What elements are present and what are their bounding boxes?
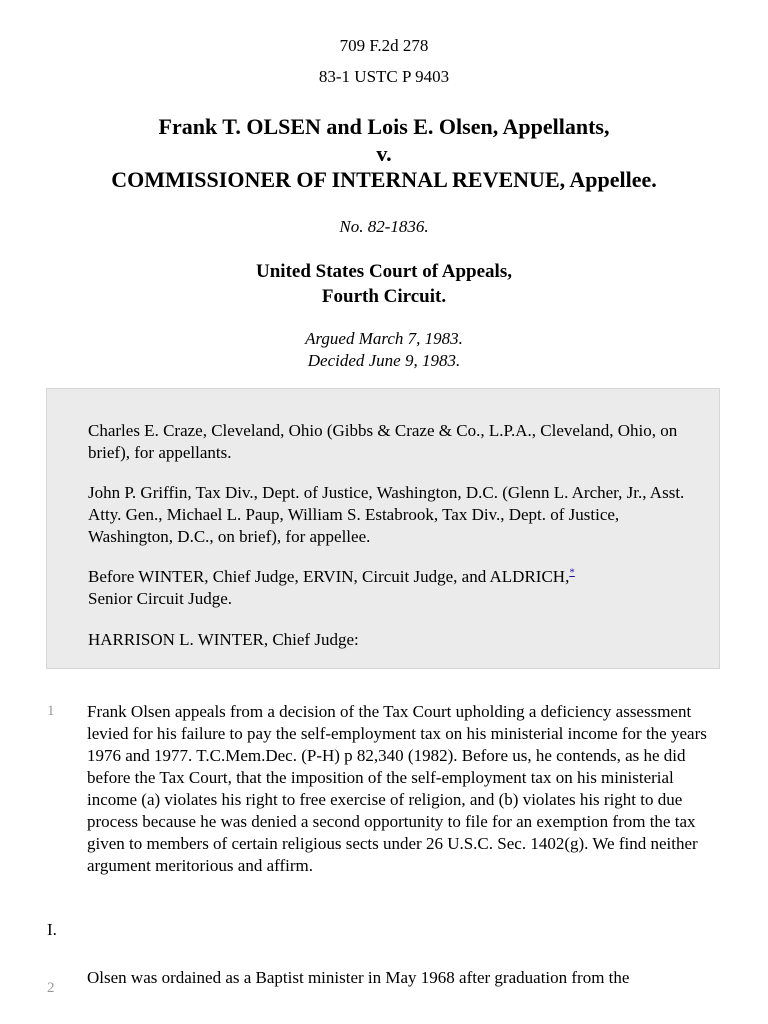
panel-judges-prefix: Before WINTER, Chief Judge, ERVIN, Circuit Judge, and ALDRICH, [88,567,570,586]
citation-reporter: 709 F.2d 278 [339,36,429,55]
panel-judges-suffix: Senior Circuit Judge. [88,589,233,608]
paragraph-number: 1 [47,703,55,719]
decided-date: Decided June 9, 1983. [307,351,461,370]
argued-date: Argued March 7, 1983. [305,329,463,348]
case-title-appellee: COMMISSIONER OF INTERNAL REVENUE, Appellee. [111,167,657,192]
opinion-author: HARRISON L. WINTER, Chief Judge: [88,630,359,649]
opinion-paragraph: Frank Olsen appeals from a decision of the Tax Court upholding a deficiency assessment levied for his failure to pay the self-employment tax on his ministerial income for the years 1976 and 1977. T.C.Mem.Dec. (P-H) p 82,340 (1982). Before us, he contends, as he did before the Tax Court, that the imposition of the self-employment tax on his ministerial income (a) violates his right to free exercise of religion, and (b) violates his right to due process because he was denied a second opportunity to file for an exemption from the tax given to members of certain religious sects under 26 U.S.C. Sec. 1402(g). We find neither argument meritorious and affirm. [87,702,707,875]
opinion-paragraph: Olsen was ordained as a Baptist minister in May 1968 after graduation from the [87,968,630,987]
counsel-appellee: John P. Griffin, Tax Div., Dept. of Justice, Washington, D.C. (Glenn L. Archer, Jr., Asst. Atty. Gen., Michael L. Paup, William S. Estabrook, Tax Div., Dept. of Justice, Washington, D.C., on brief), for appellee. [88,483,685,546]
paragraph-number: 2 [47,980,55,996]
citation-ustc: 83-1 USTC P 9403 [318,67,450,86]
counsel-box [46,388,720,669]
counsel-appellants: Charles E. Craze, Cleveland, Ohio (Gibbs & Craze & Co., L.P.A., Cleveland, Ohio, on brief), for appellants. [88,421,678,462]
case-title-appellants: Frank T. OLSEN and Lois E. Olsen, Appellants, [158,114,610,139]
section-heading: I. [47,920,57,939]
court-circuit: Fourth Circuit. [321,286,447,307]
panel-judges [88,566,688,610]
case-title-versus: v. [376,141,392,166]
footnote-link[interactable]: * [569,566,575,579]
docket-number: No. 82-1836. [339,217,429,236]
court-name: United States Court of Appeals, [256,261,512,282]
